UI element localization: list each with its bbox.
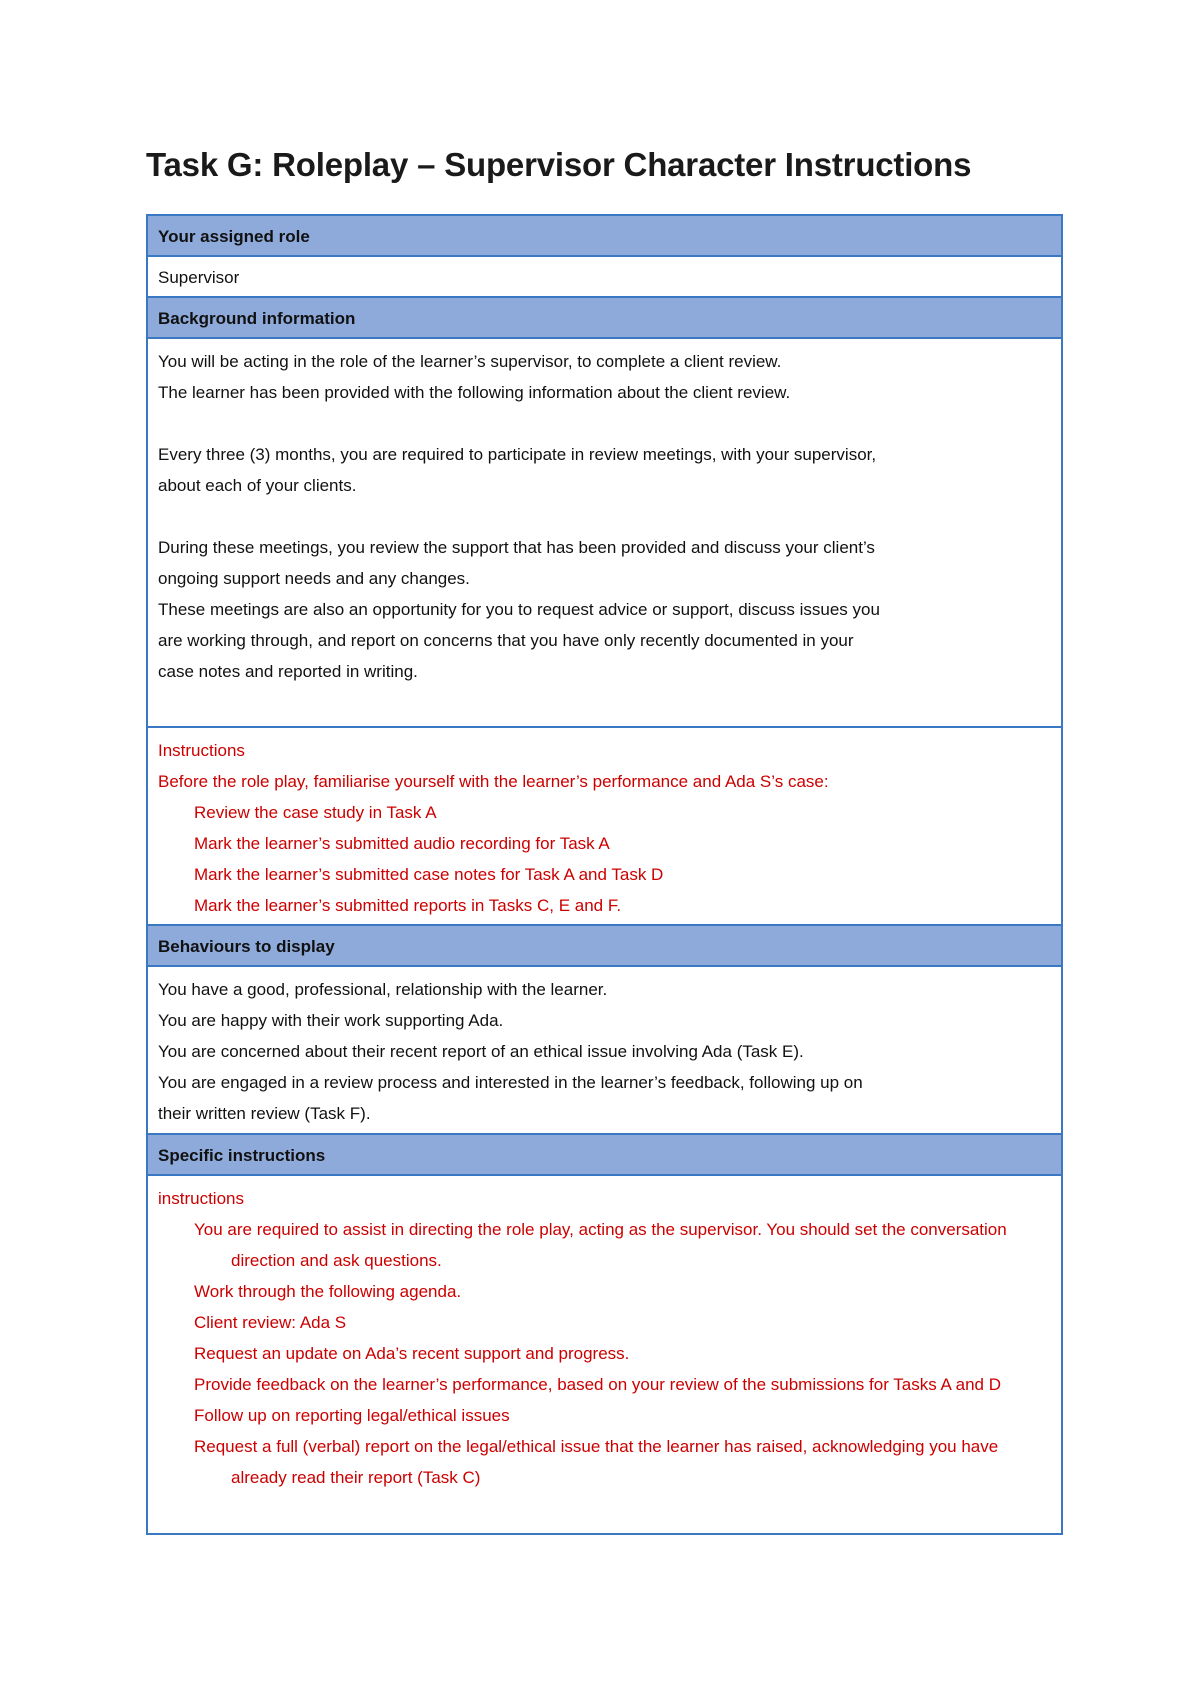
agenda-item: Provide feedback on the learner’s performance, based on your review of the submissions for Tasks A and D (194, 1375, 1002, 1394)
agenda-item: Request an update on Ada’s recent support and progress. (194, 1344, 630, 1363)
page-title: Task G: Roleplay – Supervisor Character Instructions (146, 146, 972, 183)
behaviour-line: You are happy with their work supporting Ada. (158, 1011, 504, 1030)
assigned-role-header: Your assigned role (148, 216, 1061, 257)
agenda-item: Follow up on reporting legal/ethical issues (194, 1406, 510, 1425)
agenda-item: You are required to assist in directing the role play, acting as the supervisor. You should set the conversation direction and ask questions. (194, 1220, 1007, 1270)
background-line: Every three (3) months, you are required to participate in review meetings, with your supervisor, (158, 445, 877, 464)
specific-instructions-label: instructions (158, 1189, 244, 1208)
behaviours-header: Behaviours to display (148, 926, 1061, 967)
background-line: are working through, and report on concerns that you have only recently documented in your (158, 631, 854, 650)
behaviour-line: You are concerned about their recent report of an ethical issue involving Ada (Task E). (158, 1042, 804, 1061)
background-line: During these meetings, you review the support that has been provided and discuss your client’s (158, 538, 875, 557)
background-line: These meetings are also an opportunity for you to request advice or support, discuss issues you (158, 600, 880, 619)
instruction-item: Mark the learner’s submitted audio recording for Task A (194, 834, 610, 853)
assigned-role-value: Supervisor (148, 257, 1061, 298)
background-line: ongoing support needs and any changes. (158, 569, 470, 588)
role-instructions-table (146, 214, 1063, 1535)
agenda-item: Work through the following agenda. (194, 1282, 462, 1301)
background-line: You will be acting in the role of the learner’s supervisor, to complete a client review. (158, 352, 782, 371)
behaviours-content (148, 967, 1061, 1135)
background-line: case notes and reported in writing. (158, 662, 418, 681)
background-header: Background information (148, 298, 1061, 339)
background-content (148, 339, 1061, 728)
instruction-item: Mark the learner’s submitted reports in Tasks C, E and F. (194, 896, 622, 915)
behaviour-line: You are engaged in a review process and interested in the learner’s feedback, following up on (158, 1073, 863, 1092)
behaviour-line: their written review (Task F). (158, 1104, 371, 1123)
background-line: The learner has been provided with the following information about the client review. (158, 383, 791, 402)
instruction-item: Mark the learner’s submitted case notes for Task A and Task D (194, 865, 664, 884)
behaviour-line: You have a good, professional, relationship with the learner. (158, 980, 608, 999)
specific-instructions-header: Specific instructions (148, 1135, 1061, 1176)
instructions-label: Instructions (158, 741, 245, 760)
specific-instructions-content (148, 1176, 1061, 1533)
instructions-intro: Before the role play, familiarise yourself with the learner’s performance and Ada S’s case: (158, 772, 829, 791)
agenda-item: Request a full (verbal) report on the legal/ethical issue that the learner has raised, acknowledging you have already read their report (Task C) (194, 1437, 999, 1487)
background-line: about each of your clients. (158, 476, 357, 495)
agenda-item: Client review: Ada S (194, 1313, 347, 1332)
instructions-content (148, 728, 1061, 926)
instruction-item: Review the case study in Task A (194, 803, 437, 822)
